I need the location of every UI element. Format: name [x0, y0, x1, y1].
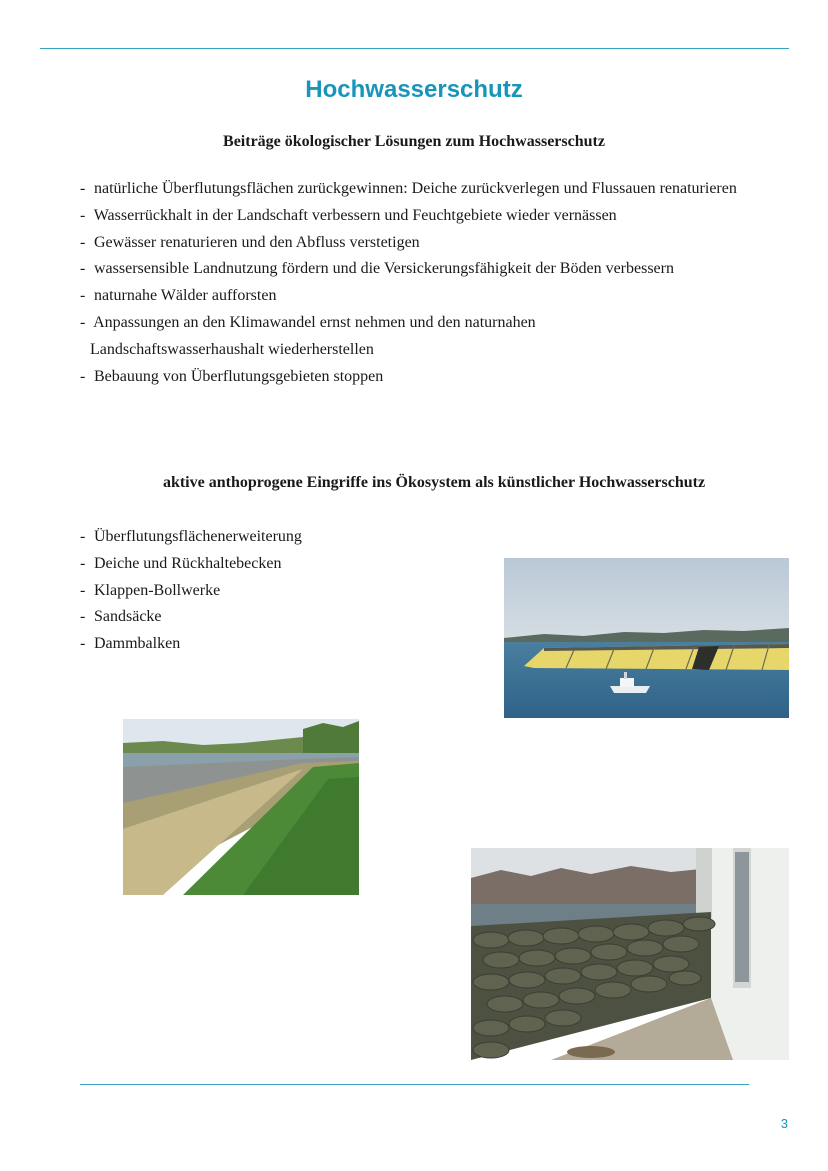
ecological-measures-list — [80, 176, 780, 390]
list-item: - Klappen-Bollwerke — [80, 578, 480, 605]
bottom-divider — [80, 1084, 749, 1085]
bullet-dash: - — [80, 367, 86, 385]
dike-photo — [123, 719, 359, 895]
bullet-dash: - — [80, 260, 86, 278]
bullet-dash: - — [80, 581, 86, 599]
bullet-dash: - — [80, 180, 86, 197]
bullet-dash: - — [80, 528, 86, 545]
list-item: - Gewässer renaturieren und den Abfluss verstetigen — [80, 230, 780, 257]
section-heading-artificial: aktive anthoprogene Eingriffe ins Ökosystem als künstlicher Hochwasserschutz — [162, 474, 706, 491]
bullet-dash: - — [80, 635, 86, 653]
section-heading-ecological: Beiträge ökologischer Lösungen zum Hochwasserschutz — [223, 133, 605, 150]
list-item: - Überflutungsflächenerweiterung — [80, 524, 480, 551]
list-item: - Deiche und Rückhaltebecken — [80, 551, 480, 578]
sandbags-photo — [471, 848, 789, 1060]
page-title: Hochwasserschutz — [305, 76, 523, 103]
artificial-measures-list — [80, 524, 480, 658]
list-item: - wassersensible Landnutzung fördern und die Versickerungsfähigkeit der Böden verbessern — [80, 256, 780, 283]
list-item: - Anpassungen an den Klimawandel ernst nehmen und den naturnahen Landschaftswasserhaushalt wiederherstellen — [80, 310, 630, 364]
bullet-dash: - — [80, 313, 86, 331]
bullet-dash: - — [80, 206, 86, 224]
list-item: - Dammbalken — [80, 631, 480, 658]
list-item: - natürliche Überflutungsflächen zurückgewinnen: Deiche zurückverlegen und Flussauen renaturieren — [80, 176, 780, 203]
list-item: - Wasserrückhalt in der Landschaft verbessern und Feuchtgebiete wieder vernässen — [80, 203, 780, 230]
bullet-dash: - — [80, 233, 86, 251]
page-number: 3 — [780, 1116, 788, 1131]
bullet-dash: - — [80, 554, 86, 572]
bullet-dash: - — [80, 608, 86, 626]
list-item: - Sandsäcke — [80, 604, 480, 631]
list-item: - Bebauung von Überflutungsgebieten stoppen — [80, 364, 780, 391]
top-divider — [40, 48, 789, 49]
list-item: - naturnahe Wälder aufforsten — [80, 283, 780, 310]
bullet-dash: - — [80, 287, 86, 305]
flood-barrier-photo — [504, 558, 789, 718]
